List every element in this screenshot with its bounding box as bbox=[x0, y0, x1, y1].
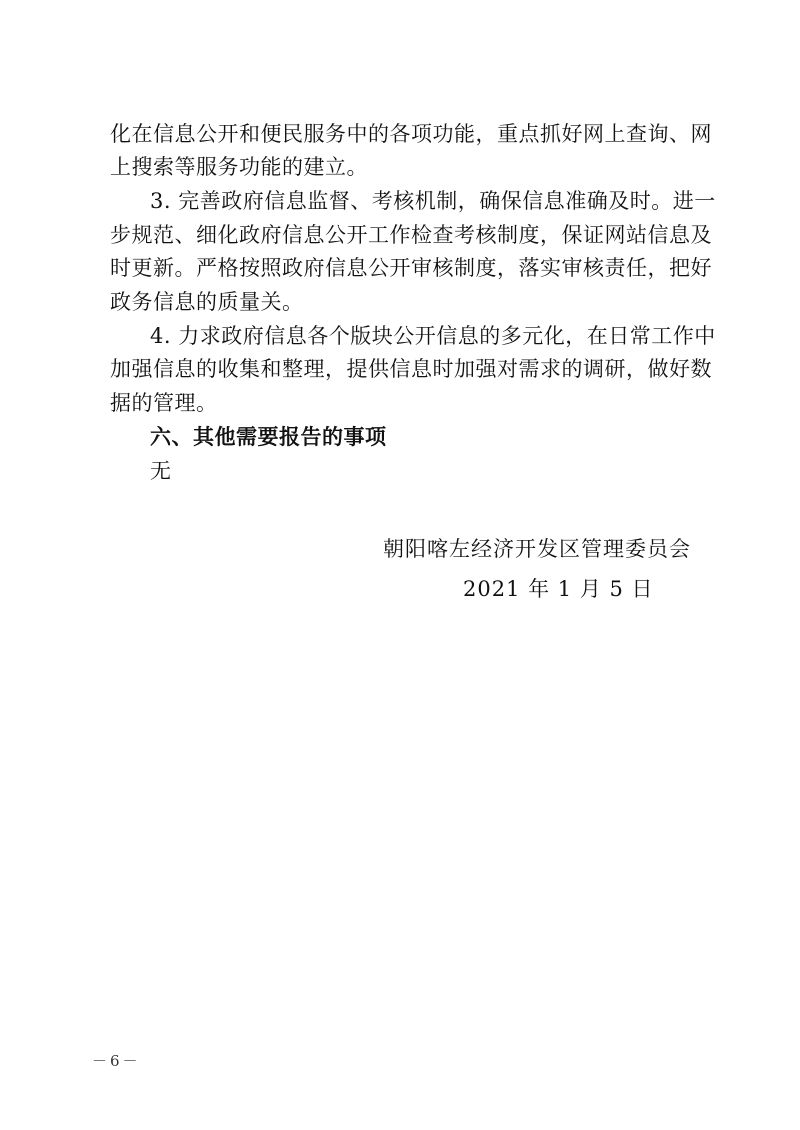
paragraph-line: 上搜索等服务功能的建立。 bbox=[110, 155, 368, 179]
section-body: 无 bbox=[150, 459, 172, 483]
paragraph-line: 化在信息公开和便民服务中的各项功能，重点抓好网上查询、网 bbox=[110, 122, 712, 146]
paragraph-line: 政务信息的质量关。 bbox=[110, 290, 304, 314]
section-heading: 六、其他需要报告的事项 bbox=[150, 425, 387, 449]
paragraph-line: 时更新。严格按照政府信息公开审核制度，落实审核责任，把好 bbox=[110, 256, 712, 280]
signature-organization: 朝阳喀左经济开发区管理委员会 bbox=[383, 537, 691, 561]
signature-date: 2021 年 1 月 5 日 bbox=[463, 577, 654, 601]
page-number: －6－ bbox=[92, 1052, 141, 1070]
paragraph-line: 据的管理。 bbox=[110, 391, 218, 415]
paragraph-line: 步规范、细化政府信息公开工作检查考核制度，保证网站信息及 bbox=[110, 223, 712, 247]
paragraph-line: 3. 完善政府信息监督、考核机制，确保信息准确及时。进一 bbox=[150, 189, 716, 213]
paragraph-line: 4. 力求政府信息各个版块公开信息的多元化，在日常工作中 bbox=[150, 324, 716, 348]
paragraph-line: 加强信息的收集和整理，提供信息时加强对需求的调研，做好数 bbox=[110, 357, 712, 381]
